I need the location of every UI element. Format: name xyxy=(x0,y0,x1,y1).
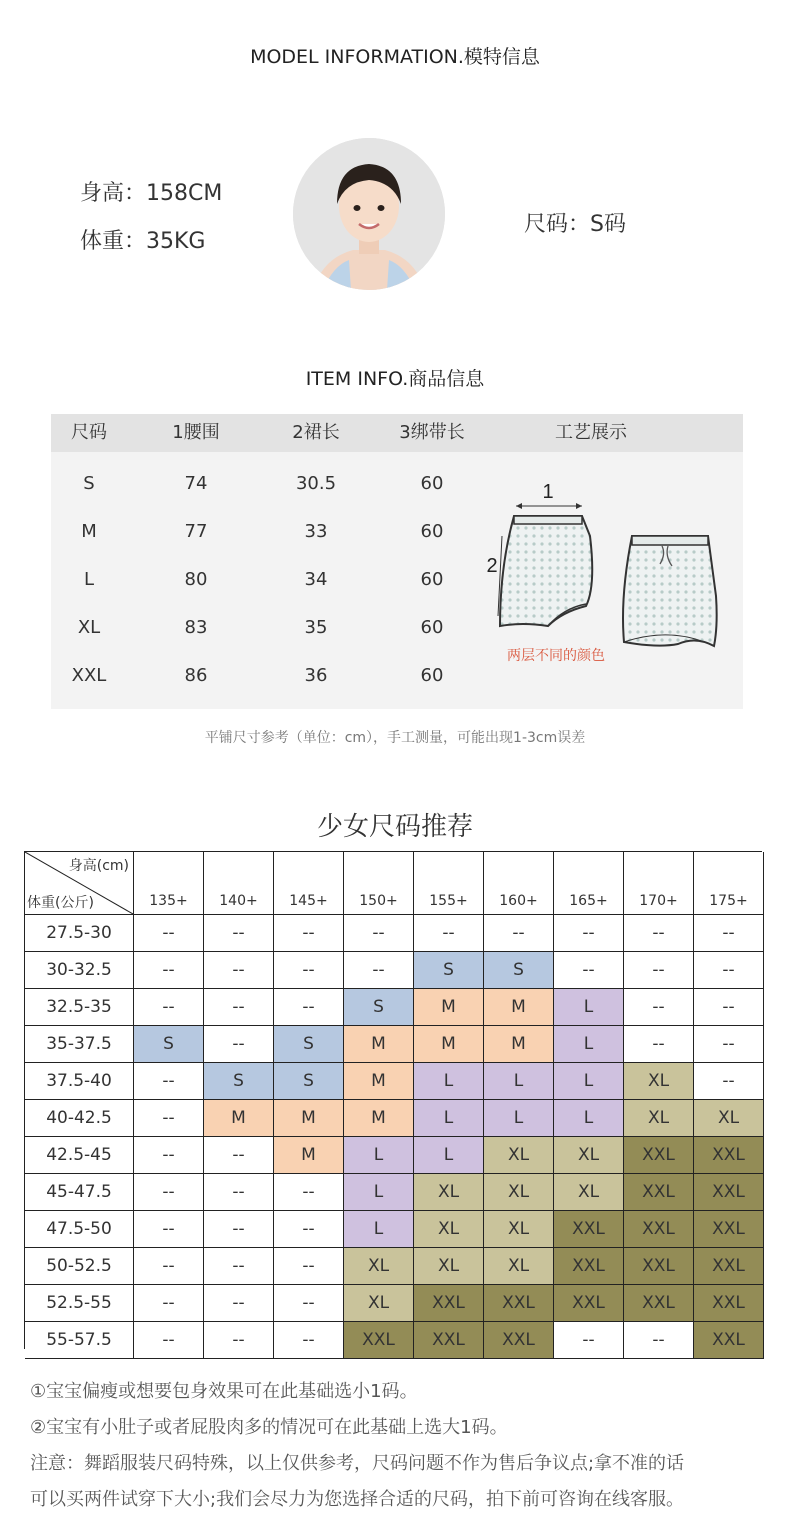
size-cell: -- xyxy=(554,952,624,989)
corner-height-label: 身高(cm) xyxy=(68,858,129,874)
item-header-size: 尺码 xyxy=(71,422,107,443)
size-cell: XL xyxy=(624,1100,694,1137)
height-header: 145+ xyxy=(274,852,344,915)
size-cell: -- xyxy=(274,1174,344,1211)
size-cell: S xyxy=(274,1026,344,1063)
size-cell: XL xyxy=(414,1211,484,1248)
item-cell: 36 xyxy=(304,665,328,686)
size-cell: XXL xyxy=(624,1211,694,1248)
skirt-diagram xyxy=(482,476,732,676)
weight-row-header: 40-42.5 xyxy=(25,1100,134,1137)
size-cell: M xyxy=(344,1063,414,1100)
size-cell: S xyxy=(414,952,484,989)
size-cell: -- xyxy=(694,915,764,952)
weight-row-header: 30-32.5 xyxy=(25,952,134,989)
size-cell: XL xyxy=(414,1174,484,1211)
size-cell: XXL xyxy=(344,1322,414,1359)
weight-row-header: 35-37.5 xyxy=(25,1026,134,1063)
item-cell: 86 xyxy=(184,665,208,686)
size-cell: XXL xyxy=(624,1248,694,1285)
item-header-waist: 1腰围 xyxy=(172,422,220,443)
item-cell: 60 xyxy=(420,665,444,686)
height-header: 165+ xyxy=(554,852,624,915)
size-cell: -- xyxy=(204,952,274,989)
size-cell: -- xyxy=(204,1174,274,1211)
weight-row-header: 32.5-35 xyxy=(25,989,134,1026)
size-cell: -- xyxy=(204,1026,274,1063)
size-cell: -- xyxy=(624,952,694,989)
size-cell: M xyxy=(344,1100,414,1137)
size-cell: -- xyxy=(204,1285,274,1322)
item-table-body xyxy=(51,460,491,700)
size-cell: S xyxy=(134,1026,204,1063)
size-cell: -- xyxy=(624,1322,694,1359)
size-cell: -- xyxy=(134,1137,204,1174)
model-height: 身高：158CM xyxy=(80,181,223,206)
size-cell: -- xyxy=(134,989,204,1026)
size-cell: M xyxy=(414,1026,484,1063)
size-cell: S xyxy=(484,952,554,989)
size-cell: -- xyxy=(694,952,764,989)
size-cell: -- xyxy=(414,915,484,952)
size-cell: L xyxy=(344,1137,414,1174)
size-cell: -- xyxy=(624,989,694,1026)
size-cell: L xyxy=(414,1100,484,1137)
size-cell: XL xyxy=(484,1248,554,1285)
size-cell: -- xyxy=(554,915,624,952)
size-cell: XL xyxy=(484,1137,554,1174)
note-1: ①宝宝偏瘦或想要包身效果可在此基础选小1码。 xyxy=(30,1381,418,1402)
item-header-craft: 工艺展示 xyxy=(555,422,627,443)
size-cell: XXL xyxy=(414,1322,484,1359)
size-cell: -- xyxy=(134,1285,204,1322)
size-cell: L xyxy=(554,1026,624,1063)
size-cell: S xyxy=(274,1063,344,1100)
item-cell: S xyxy=(83,473,95,494)
model-size: 尺码：S码 xyxy=(524,212,626,237)
size-cell: -- xyxy=(134,1322,204,1359)
size-cell: XL xyxy=(554,1137,624,1174)
item-table-header xyxy=(51,414,743,452)
size-cell: M xyxy=(204,1100,274,1137)
item-cell: 30.5 xyxy=(295,473,337,494)
item-cell: 77 xyxy=(184,521,208,542)
size-cell: L xyxy=(344,1211,414,1248)
size-cell: XL xyxy=(694,1100,764,1137)
size-cell: XL xyxy=(484,1174,554,1211)
size-cell: -- xyxy=(694,1063,764,1100)
size-cell: -- xyxy=(624,1026,694,1063)
size-cell: XL xyxy=(414,1248,484,1285)
item-cell: 60 xyxy=(420,569,444,590)
size-cell: XL xyxy=(344,1248,414,1285)
size-cell: XXL xyxy=(624,1285,694,1322)
size-cell: XXL xyxy=(694,1322,764,1359)
size-cell: XXL xyxy=(694,1248,764,1285)
size-cell: XL xyxy=(344,1285,414,1322)
height-header: 175+ xyxy=(694,852,764,915)
size-cell: -- xyxy=(274,952,344,989)
size-cell: XL xyxy=(484,1211,554,1248)
size-cell: M xyxy=(344,1026,414,1063)
size-cell: -- xyxy=(204,1137,274,1174)
size-cell: XXL xyxy=(694,1137,764,1174)
weight-row-header: 50-52.5 xyxy=(25,1248,134,1285)
size-cell: XXL xyxy=(484,1322,554,1359)
size-cell: -- xyxy=(204,1248,274,1285)
size-cell: -- xyxy=(274,1285,344,1322)
size-cell: XXL xyxy=(624,1174,694,1211)
size-cell: XXL xyxy=(414,1285,484,1322)
note-3: 注意：舞蹈服装尺码特殊，以上仅供参考，尺码问题不作为售后争议点;拿不准的话 xyxy=(30,1453,685,1474)
weight-row-header: 42.5-45 xyxy=(25,1137,134,1174)
item-header-length: 2裙长 xyxy=(292,422,340,443)
size-cell: XXL xyxy=(554,1248,624,1285)
item-info-title: ITEM INFO.商品信息 xyxy=(305,368,485,390)
size-cell: -- xyxy=(694,1026,764,1063)
size-cell: -- xyxy=(204,915,274,952)
table-corner-cell xyxy=(25,852,134,915)
weight-row-header: 37.5-40 xyxy=(25,1063,134,1100)
size-cell: -- xyxy=(134,1174,204,1211)
size-cell: -- xyxy=(274,1322,344,1359)
item-cell: 60 xyxy=(420,521,444,542)
model-avatar xyxy=(293,138,445,290)
item-cell: XL xyxy=(77,617,101,638)
height-header: 160+ xyxy=(484,852,554,915)
size-cell: M xyxy=(484,1026,554,1063)
item-cell: 60 xyxy=(420,617,444,638)
size-cell: L xyxy=(484,1063,554,1100)
size-cell: -- xyxy=(624,915,694,952)
diagram-label-2: 2 xyxy=(486,555,498,577)
item-cell: 74 xyxy=(184,473,208,494)
size-cell: -- xyxy=(554,1322,624,1359)
weight-row-header: 47.5-50 xyxy=(25,1211,134,1248)
size-cell: S xyxy=(344,989,414,1026)
size-cell: -- xyxy=(274,989,344,1026)
size-cell: L xyxy=(554,1063,624,1100)
size-cell: XXL xyxy=(694,1285,764,1322)
item-cell: M xyxy=(81,521,97,542)
size-cell: L xyxy=(484,1100,554,1137)
size-cell: -- xyxy=(204,989,274,1026)
size-cell: L xyxy=(344,1174,414,1211)
size-cell: M xyxy=(484,989,554,1026)
weight-row-header: 52.5-55 xyxy=(25,1285,134,1322)
size-cell: L xyxy=(554,989,624,1026)
model-info-title: MODEL INFORMATION.模特信息 xyxy=(250,46,540,68)
height-header: 155+ xyxy=(414,852,484,915)
size-cell: -- xyxy=(134,1248,204,1285)
size-cell: -- xyxy=(134,1211,204,1248)
weight-row-header: 45-47.5 xyxy=(25,1174,134,1211)
item-cell: 34 xyxy=(304,569,328,590)
size-cell: -- xyxy=(694,989,764,1026)
item-cell: 35 xyxy=(304,617,328,638)
size-cell: XL xyxy=(554,1174,624,1211)
size-cell: XXL xyxy=(624,1137,694,1174)
size-cell: -- xyxy=(134,1100,204,1137)
corner-weight-label: 体重(公斤) xyxy=(27,895,94,911)
size-cell: XXL xyxy=(484,1285,554,1322)
model-weight: 体重：35KG xyxy=(80,229,206,254)
item-header-strap: 3绑带长 xyxy=(399,422,465,443)
size-cell: -- xyxy=(134,1063,204,1100)
height-header: 140+ xyxy=(204,852,274,915)
size-cell: -- xyxy=(134,915,204,952)
item-cell: XXL xyxy=(71,665,107,686)
size-cell: -- xyxy=(484,915,554,952)
size-cell: M xyxy=(274,1137,344,1174)
item-cell: 80 xyxy=(184,569,208,590)
size-cell: -- xyxy=(274,915,344,952)
size-cell: S xyxy=(204,1063,274,1100)
weight-row-header: 27.5-30 xyxy=(25,915,134,952)
height-header: 135+ xyxy=(134,852,204,915)
measurement-note: 平铺尺寸参考（单位：cm），手工测量，可能出现1-3cm误差 xyxy=(204,730,586,746)
note-2: ②宝宝有小肚子或者屁股肉多的情况可在此基础上选大1码。 xyxy=(30,1417,508,1438)
item-cell: 83 xyxy=(184,617,208,638)
size-cell: -- xyxy=(274,1211,344,1248)
size-cell: -- xyxy=(274,1248,344,1285)
size-cell: XL xyxy=(624,1063,694,1100)
size-cell: XXL xyxy=(694,1211,764,1248)
height-header: 150+ xyxy=(344,852,414,915)
size-cell: -- xyxy=(204,1211,274,1248)
diagram-label-1: 1 xyxy=(542,481,554,503)
size-cell: XXL xyxy=(554,1211,624,1248)
size-cell: XXL xyxy=(554,1285,624,1322)
item-cell: L xyxy=(83,569,95,590)
size-cell: XXL xyxy=(694,1174,764,1211)
item-cell: 60 xyxy=(420,473,444,494)
size-cell: L xyxy=(554,1100,624,1137)
size-cell: -- xyxy=(134,952,204,989)
size-cell: -- xyxy=(204,1322,274,1359)
item-cell: 33 xyxy=(304,521,328,542)
size-cell: -- xyxy=(344,952,414,989)
size-recommendation-table xyxy=(24,851,762,1349)
size-cell: -- xyxy=(344,915,414,952)
size-cell: M xyxy=(414,989,484,1026)
weight-row-header: 55-57.5 xyxy=(25,1322,134,1359)
size-cell: L xyxy=(414,1063,484,1100)
size-cell: M xyxy=(274,1100,344,1137)
size-chart-title: 少女尺码推荐 xyxy=(316,812,473,842)
diagram-caption: 两层不同的颜色 xyxy=(507,648,605,664)
size-cell: L xyxy=(414,1137,484,1174)
height-header: 170+ xyxy=(624,852,694,915)
note-4: 可以买两件试穿下大小;我们会尽力为您选择合适的尺码，拍下前可咨询在线客服。 xyxy=(30,1489,685,1510)
